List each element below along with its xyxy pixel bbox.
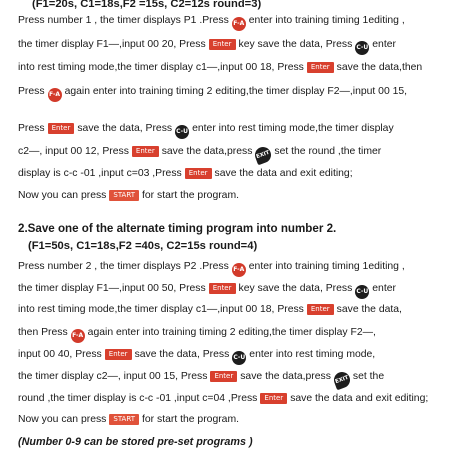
- section2-line-6: the timer display c2—, input 00 15, Press Enter save the data,press EXIT set the: [18, 370, 384, 388]
- enter-key-icon: Enter: [105, 349, 132, 360]
- enter-key-icon: Enter: [210, 371, 237, 382]
- fa-key-icon: F-A: [48, 88, 62, 102]
- cu-key-icon: C-U: [355, 285, 369, 299]
- section2-subtitle: (F1=50s, C1=18s,F2 =40s, C2=15s round=4): [28, 240, 258, 252]
- section1-subtitle: (F1=20s, C1=18s,F2 =15s, C2=12s round=3): [32, 0, 262, 10]
- section1-line-3: into rest timing mode,the timer display c1—,input 00 18, Press Enter save the data,then: [18, 62, 423, 73]
- cu-key-icon: C-U: [355, 41, 369, 55]
- enter-key-icon: Enter: [260, 393, 287, 404]
- section1-line-7: display is c-c -01 ,input c=03 ,Press Enter save the data and exit editing;: [18, 168, 353, 179]
- enter-key-icon: Enter: [209, 283, 236, 294]
- section2-line-2: the timer display F1—,input 00 50, Press Enter key save the data, Press C-U enter: [18, 282, 396, 299]
- enter-key-icon: Enter: [132, 146, 159, 157]
- enter-key-icon: Enter: [209, 39, 236, 50]
- section1-line-1: Press number 1 , the timer displays P1 .Press F-A enter into training timing 1editing ,: [18, 14, 405, 31]
- section1-line-5: Press Enter save the data, Press C-U enter into rest timing mode,the timer display: [18, 122, 394, 139]
- section1-line-8: Now you can press START for start the program.: [18, 190, 240, 201]
- start-key-icon: START: [109, 414, 139, 425]
- enter-key-icon: Enter: [48, 123, 75, 134]
- section2-line-8: Now you can press START for start the program.: [18, 414, 240, 425]
- section1-line-6: c2—, input 00 12, Press Enter save the data,press EXIT set the round ,the timer: [18, 145, 381, 163]
- section1-line-4: Press F-A again enter into training timing 2 editing,the timer display F2—,input 00 15,: [18, 85, 407, 102]
- fa-key-icon: F-A: [232, 17, 246, 31]
- section2-line-3: into rest timing mode,the timer display c1—,input 00 18, Press Enter save the data,: [18, 304, 402, 315]
- enter-key-icon: Enter: [185, 168, 212, 179]
- fa-key-icon: F-A: [232, 263, 246, 277]
- section2-line-1: Press number 2 , the timer displays P2 .Press F-A enter into training timing 1editing ,: [18, 260, 405, 277]
- section2-line-4: then Press F-A again enter into training timing 2 editing,the timer display F2—,: [18, 326, 376, 343]
- enter-key-icon: Enter: [307, 304, 334, 315]
- section2-line-7: round ,the timer display is c-c -01 ,input c=04 ,Press Enter save the data and exit editing;: [18, 393, 429, 404]
- cu-key-icon: C-U: [175, 125, 189, 139]
- fa-key-icon: F-A: [71, 329, 85, 343]
- storage-note: (Number 0-9 can be stored pre-set programs ): [18, 436, 253, 448]
- section2-line-5: input 00 40, Press Enter save the data, Press C-U enter into rest timing mode,: [18, 348, 375, 365]
- cu-key-icon: C-U: [232, 351, 246, 365]
- exit-key-icon: EXIT: [253, 145, 274, 166]
- enter-key-icon: Enter: [307, 62, 334, 73]
- exit-key-icon: EXIT: [332, 370, 353, 391]
- start-key-icon: START: [109, 190, 139, 201]
- section2-heading: 2.Save one of the alternate timing program into number 2.: [18, 222, 337, 235]
- section1-line-2: the timer display F1—,input 00 20, Press Enter key save the data, Press C-U enter: [18, 38, 396, 55]
